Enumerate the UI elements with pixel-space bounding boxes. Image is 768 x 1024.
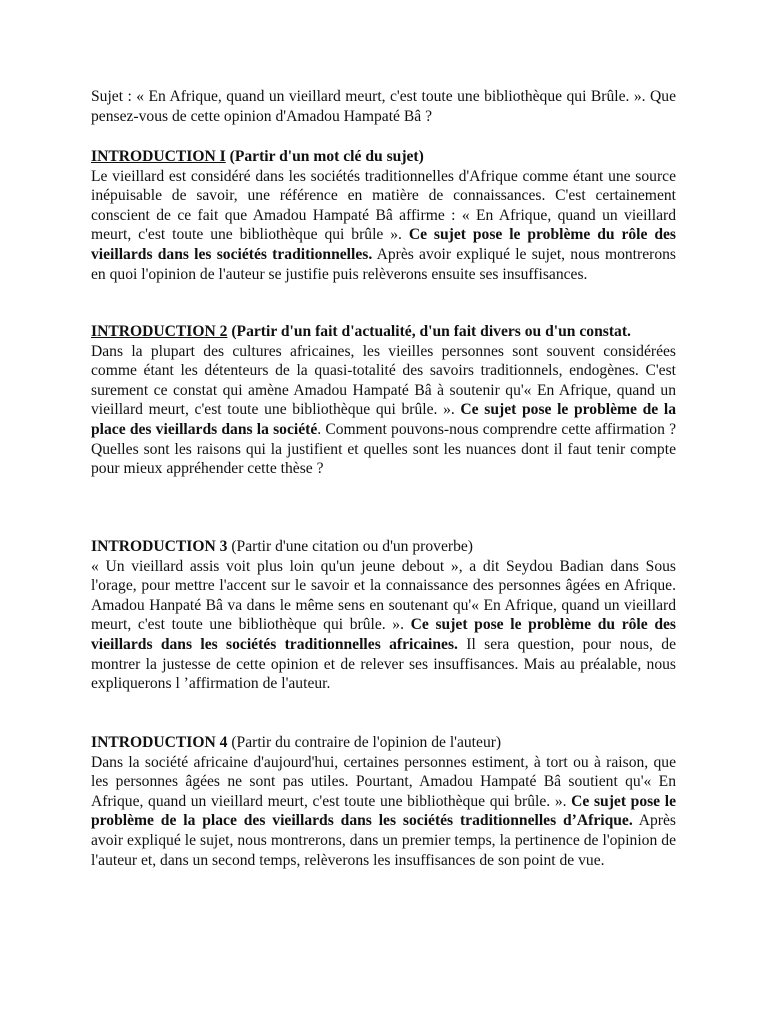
intro-2-heading <box>91 322 676 342</box>
intro-4-title: INTRODUCTION 4 <box>91 734 228 751</box>
intro-1-heading <box>91 147 676 167</box>
introduction-1 <box>91 147 676 284</box>
intro-2-title: INTRODUCTION 2 <box>91 323 228 340</box>
intro-4-text-b: Après avoir expliqué le sujet, nous montrerons, dans un premier temps, la pertinence de l'opinion de l'auteur et, dans un second temps, relèverons les insuffisances de son point de vue. <box>91 812 676 869</box>
intro-3-heading <box>91 537 676 557</box>
intro-3-paragraph <box>91 557 676 694</box>
intro-3-title: INTRODUCTION 3 <box>91 538 228 555</box>
intro-3-text-a: « Un vieillard assis voit plus loin qu'un jeune debout », a dit Seydou Badian dans Sous l'orage, pour mettre l'accent sur le savoir et la connaissance des personnes âgées en Afrique. Amadou Hanpaté Bâ va dans le même sens en soutenant qu'« En Afrique, quand un vieillard meurt, c'est toute une bibliothèque qui brûle. ». <box>91 557 676 634</box>
intro-3-problem-statement: Ce sujet pose le problème du rôle des vieillards dans les sociétés traditionnelles africaines. <box>91 616 676 653</box>
intro-1-title: INTRODUCTION I <box>91 148 226 165</box>
intro-4-heading <box>91 733 676 753</box>
introduction-4 <box>91 733 676 870</box>
intro-1-subtitle: (Partir d'un mot clé du sujet) <box>225 148 424 165</box>
intro-4-text-a: Dans la société africaine d'aujourd'hui, certaines personnes estiment, à tort ou à raison, que les personnes âgées ne sont pas utiles. Pourtant, Amadou Hampaté Bâ soutient qu'« En Afrique, quand un vieillard meurt, c'est toute une bibliothèque qui brûle. ». <box>91 753 676 810</box>
intro-3-subtitle: (Partir d'une citation ou d'un proverbe) <box>227 538 473 555</box>
intro-2-paragraph <box>91 342 676 479</box>
intro-1-paragraph <box>91 167 676 285</box>
intro-1-text-a: Le vieillard est considéré dans les sociétés traditionnelles d'Afrique comme étant une source inépuisable de savoir, une référence en matière de connaissances. C'est certainement conscient de ce fait que Amadou Hampaté Bâ affirme : « En Afrique, quand un vieillard meurt, c'est toute une bibliothèque qui brûle ». <box>91 167 676 244</box>
intro-4-problem-statement: Ce sujet pose le problème de la place des vieillards dans les sociétés traditionnelles d’Afrique. <box>91 792 676 830</box>
intro-2-subtitle: (Partir d'un fait d'actualité, d'un fait divers ou d'un constat. <box>227 323 631 340</box>
intro-1-text-b: Après avoir expliqué le sujet, nous montrerons en quoi l'opinion de l'auteur se justifie puis relèverons ensuite ses insuffisances. <box>91 245 676 283</box>
intro-2-problem-statement: Ce sujet pose le problème de la place des vieillards dans la société <box>91 401 676 438</box>
introduction-3 <box>91 537 676 694</box>
subject-block <box>91 87 676 126</box>
introduction-2 <box>91 322 676 479</box>
intro-1-problem-statement: Ce sujet pose le problème du rôle des vieillards dans les sociétés traditionnelles. <box>91 226 676 263</box>
intro-2-text-b: . Comment pouvons-nous comprendre cette affirmation ? Quelles sont les raisons qui la justifient et quelles sont les nuances dont il faut tenir compte pour mieux appréhender cette thèse ? <box>91 420 676 478</box>
intro-2-text-a: Dans la plupart des cultures africaines, les vieilles personnes sont souvent considérées comme étant les détenteurs de la quasi-totalité des savoirs traditionnels, endogènes. C'est surement ce constat qui amène Amadou Hampaté Bâ à soutenir qu'« En Afrique, quand un vieillard meurt, c'est toute une bibliothèque qui brûle. ». <box>91 342 676 419</box>
subject-text: Sujet : « En Afrique, quand un vieillard meurt, c'est toute une bibliothèque qui Brûle. ». Que pensez-vous de cette opinion d'Amadou Hampaté Bâ ? <box>91 88 676 125</box>
intro-3-text-b: Il sera question, pour nous, de montrer la justesse de cette opinion et de relever ses insuffisances. Mais au préalable, nous expliquerons l ’affirmation de l'auteur. <box>91 635 676 693</box>
intro-4-subtitle: (Partir du contraire de l'opinion de l'auteur) <box>227 734 502 751</box>
intro-4-paragraph <box>91 753 676 871</box>
